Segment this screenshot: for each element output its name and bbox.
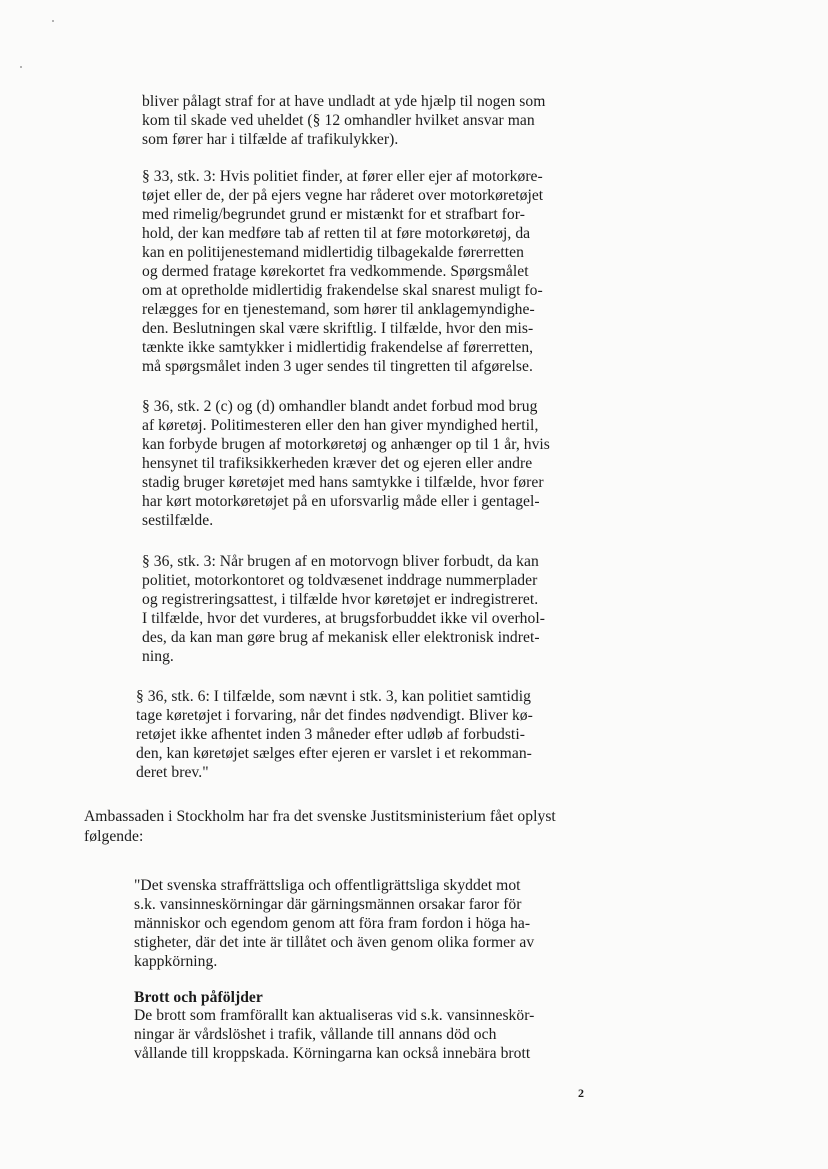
- text-line: människor och egendom genom att föra fram fordon i höga ha-: [134, 915, 531, 932]
- text-line: tøjet eller de, der på ejers vegne har råderet over motorkøretøjet: [142, 187, 544, 204]
- text-line: følgende:: [84, 828, 144, 845]
- text-line: kan en politijenestemand midlertidig tilbagekalde førerretten: [142, 244, 524, 261]
- text-line: § 36, stk. 3: Når brugen af en motorvogn bliver forbudt, da kan: [142, 553, 539, 570]
- text-line: s.k. vansinneskörningar där gärningsmännen orsakar faror för: [134, 896, 522, 913]
- text-line: tage køretøjet i forvaring, når det findes nødvendigt. Bliver kø-: [136, 707, 533, 724]
- text-line: retøjet ikke afhentet inden 3 måneder efter udløb af forbudsti-: [136, 726, 525, 743]
- text-line: politiet, motorkontoret og toldvæsenet inddrage nummerplader: [142, 572, 538, 589]
- text-line: kappkörning.: [134, 953, 218, 970]
- scan-speck: [20, 66, 22, 68]
- text-line: om at opretholde midlertidig frakendelse skal snarest muligt fo-: [142, 282, 543, 299]
- text-line: den. Beslutningen skal være skriftlig. I tilfælde, hvor den mis-: [142, 320, 534, 337]
- text-line: tænkte ikke samtykker i midlertidig frakendelse af førerretten,: [142, 339, 534, 356]
- text-line: med rimelig/begrundet grund er mistænkt for et strafbart for-: [142, 206, 525, 223]
- text-line: som fører har i tilfælde af trafikulykker).: [142, 131, 399, 148]
- text-line: Ambassaden i Stockholm har fra det svenske Justitsministerium fået oplyst: [84, 808, 556, 825]
- text-line: vållande till kroppskada. Körningarna kan också innebära brott: [134, 1045, 531, 1062]
- text-line: "Det svenska straffrättsliga och offentligrättsliga skyddet mot: [134, 877, 521, 894]
- text-line: § 36, stk. 2 (c) og (d) omhandler blandt andet forbud mod brug: [142, 398, 538, 415]
- text-line: af køretøj. Politimesteren eller den han giver myndighed hertil,: [142, 417, 539, 434]
- text-line: må spørgsmålet inden 3 uger sendes til tingretten til afgørelse.: [142, 358, 533, 375]
- text-line: ningar är vårdslöshet i trafik, vållande till annans död och: [134, 1026, 497, 1043]
- text-line: De brott som framförallt kan aktualiseras vid s.k. vansinneskör-: [134, 1007, 535, 1024]
- text-line: § 36, stk. 6: I tilfælde, som nævnt i stk. 3, kan politiet samtidig: [136, 688, 531, 705]
- text-line: hold, der kan medføre tab af retten til at føre motorkøretøj, da: [142, 225, 531, 242]
- text-line: sestilfælde.: [142, 512, 214, 529]
- text-line: bliver pålagt straf for at have undladt at yde hjælp til nogen som: [142, 93, 546, 110]
- text-line: har kørt motorkøretøjet på en uforsvarlig måde eller i gentagel-: [142, 493, 540, 510]
- text-line: stadig bruger køretøjet med hans samtykke i tilfælde, hvor fører: [142, 474, 544, 491]
- text-line: relægges for en tjenestemand, som hører til anklagemyndighe-: [142, 301, 535, 318]
- text-line: kan forbyde brugen af motorkøretøj og anhænger op til 1 år, hvis: [142, 436, 550, 453]
- text-line: des, da kan man gøre brug af mekanisk eller elektronisk indret-: [142, 629, 540, 646]
- text-line: deret brev.": [136, 764, 209, 781]
- text-line: stigheter, där det inte är tillåtet och även genom olika former av: [134, 934, 535, 951]
- text-line: hensynet til trafiksikkerheden kræver det og ejeren eller andre: [142, 455, 533, 472]
- text-line: § 33, stk. 3: Hvis politiet finder, at fører eller ejer af motorkøre-: [142, 168, 543, 185]
- text-line: I tilfælde, hvor det vurderes, at brugsforbuddet ikke vil overhol-: [142, 610, 546, 627]
- text-line: kom til skade ved uheldet (§ 12 omhandler hvilket ansvar man: [142, 112, 535, 129]
- scan-speck: [52, 20, 54, 22]
- text-line: den, kan køretøjet sælges efter ejeren er varslet i et rekomman-: [136, 745, 532, 762]
- page-number: 2: [578, 1086, 584, 1100]
- text-line: og dermed fratage kørekortet fra vedkommende. Spørgsmålet: [142, 263, 529, 280]
- section-heading: Brott och påföljder: [134, 989, 263, 1006]
- text-line: ning.: [142, 648, 174, 665]
- text-line: og registreringsattest, i tilfælde hvor køretøjet er indregistreret.: [142, 591, 539, 608]
